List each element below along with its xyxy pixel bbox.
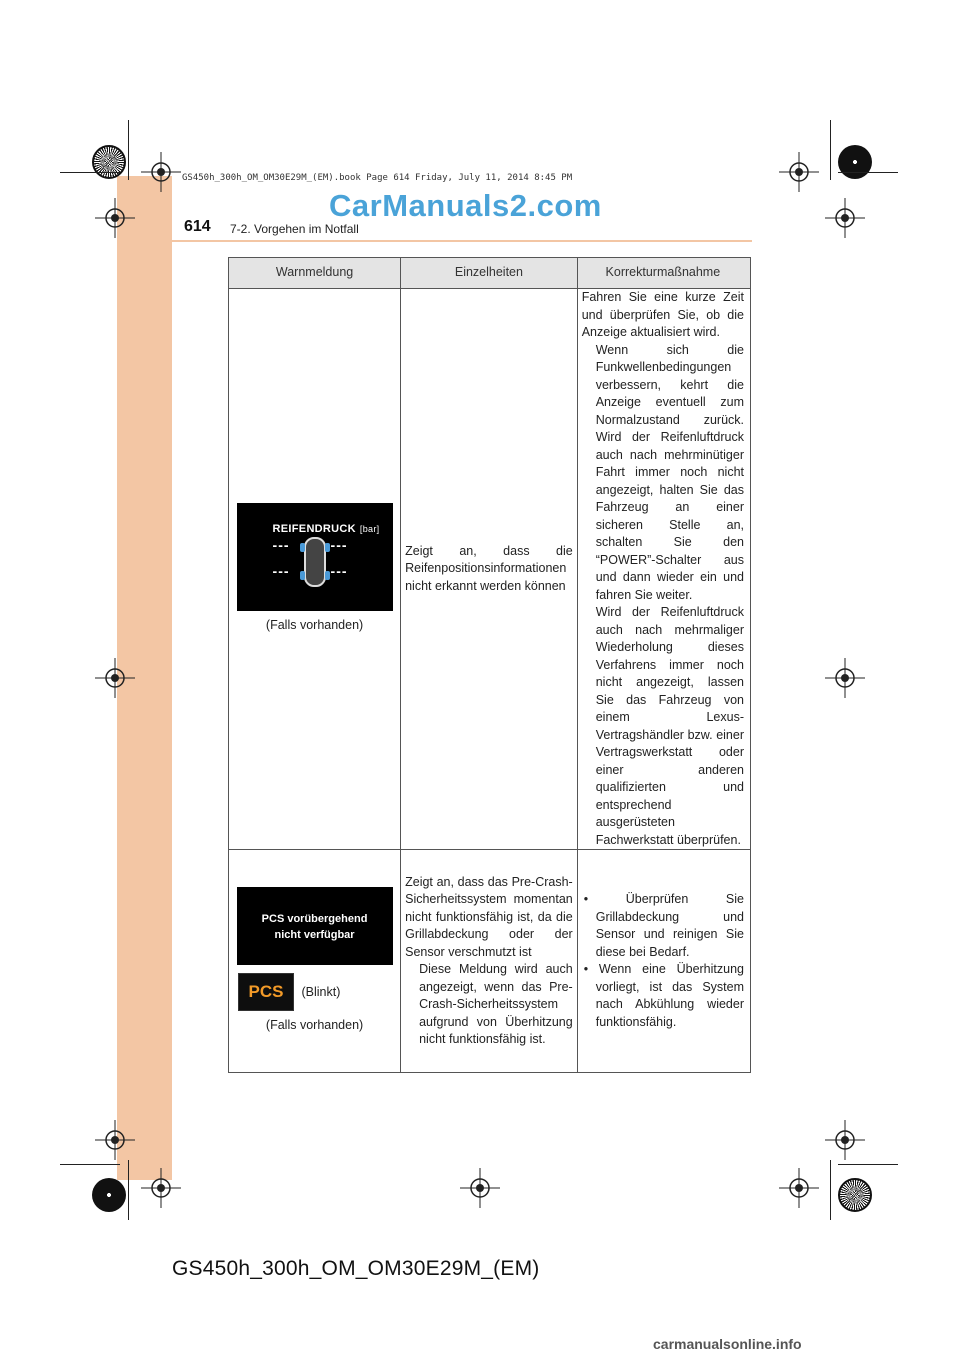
crop-line <box>830 1160 831 1220</box>
pressure-value-front-right: --- <box>330 537 348 554</box>
registration-mark-icon <box>141 1168 181 1208</box>
action-paragraph: Wenn sich die Funkwellenbedingungen verbessern, kehrt die Anzeige eventuell zum Normalzustand zurück. Wird der Reifenluftdruck auch nach mehrminütiger Fahrt immer noch nicht angezeigt, halten Sie das Fahrzeug an einer sicheren Stelle an, schalten Sie den “POWER”-Schalter aus und dann wieder ein und fahren Sie weiter. <box>595 342 744 602</box>
details-cell <box>401 850 578 1073</box>
action-intro: Fahren Sie eine kurze Zeit und überprüfen Sie, ob die Anzeige aktualisiert wird. <box>581 290 744 339</box>
crop-line <box>838 1164 898 1165</box>
tire-icon <box>325 543 330 552</box>
page-number: 614 <box>184 218 211 235</box>
table-row <box>229 850 751 1073</box>
pressure-value-rear-right: --- <box>330 563 348 580</box>
action-bullet: • Überprüfen Sie Grillabdeckung und Sensor und reinigen Sie diese bei Bedarf. <box>583 892 744 959</box>
tire-icon <box>300 543 305 552</box>
column-header-details: Einzelheiten <box>401 258 578 289</box>
crop-line <box>60 1164 120 1165</box>
details-note: Diese Meldung wird auch angezeigt, wenn das Pre-Crash-Sicherheitssystem aufgrund von Überhitzung nicht funktionsfähig ist. <box>419 962 573 1046</box>
action-cell <box>577 289 750 850</box>
warning-cell <box>229 850 401 1073</box>
crop-line <box>60 172 120 173</box>
pcs-display <box>237 887 393 965</box>
tire-pressure-display <box>237 503 393 611</box>
crop-line <box>128 1160 129 1220</box>
registration-mark-icon <box>95 198 135 238</box>
crop-line <box>128 120 129 180</box>
action-paragraph: Wird der Reifenluftdruck auch nach mehrmaliger Wiederholung dieses Verfahrens immer noch nicht angezeigt, lassen Sie das Fahrzeug von einem Lexus-Vertragshändler bzw. einer Vertragswerkstatt oder einer anderen qualifizierten und entsprechend ausgerüsteten Fachwerkstatt überprüfen. <box>595 605 744 847</box>
pressure-value-rear-left: --- <box>272 563 290 580</box>
column-header-action: Korrekturmaßnahme <box>577 258 750 289</box>
tire-icon <box>325 571 330 580</box>
warning-caption: (Falls vorhanden) <box>265 1018 364 1033</box>
crop-line <box>838 172 898 173</box>
watermark-logo[interactable]: CarManuals2.com <box>329 188 602 223</box>
warning-cell <box>229 289 401 850</box>
registration-mark-icon <box>825 198 865 238</box>
corner-star-mark-bottom-right <box>838 1178 872 1212</box>
display-unit: [bar] <box>359 524 380 535</box>
table-header-row <box>229 258 751 289</box>
crop-line <box>830 120 831 180</box>
warning-caption: (Falls vorhanden) <box>265 618 364 633</box>
book-info-line: GS450h_300h_OM_OM30E29M_(EM).book Page 614 Friday, July 11, 2014 8:45 PM <box>182 173 573 183</box>
details-cell: Zeigt an, dass die Reifenpositionsinformationen nicht erkannt werden können <box>401 289 578 850</box>
display-line: PCS vorübergehend <box>261 913 368 926</box>
registration-mark-icon <box>141 152 181 192</box>
pressure-value-front-left: --- <box>272 537 290 554</box>
table-row <box>229 289 751 850</box>
corner-dot-mark-top-right <box>838 145 872 179</box>
blink-note: (Blinkt) <box>301 984 341 999</box>
details-text: Zeigt an, dass das Pre-Crash-Sicherheitssystem momentan nicht funktionsfähig ist, da die Grillabdeckung oder der Sensor verschmutzt ist <box>405 874 573 959</box>
registration-mark-icon <box>460 1168 500 1208</box>
footer-model-code: GS450h_300h_OM_OM30E29M_(EM) <box>172 1257 540 1280</box>
registration-mark-icon <box>95 1120 135 1160</box>
footer-brand-link[interactable]: carmanualsonline.info <box>653 1336 802 1352</box>
registration-mark-icon <box>779 1168 819 1208</box>
column-header-warning: Warnmeldung <box>229 258 401 289</box>
action-cell <box>577 850 750 1073</box>
display-title: REIFENDRUCK <box>272 523 356 536</box>
tire-icon <box>300 571 305 580</box>
corner-dot-mark-bottom-left <box>92 1178 126 1212</box>
display-line: nicht verfügbar <box>274 929 355 942</box>
registration-mark-icon <box>825 1120 865 1160</box>
registration-mark-icon <box>779 152 819 192</box>
corner-star-mark-top-left <box>92 145 126 179</box>
pcs-indicator-icon: PCS <box>238 973 294 1011</box>
section-title: 7-2. Vorgehen im Notfall <box>230 222 359 236</box>
header-divider <box>117 240 752 242</box>
registration-mark-icon <box>95 658 135 698</box>
car-top-view-icon <box>304 537 326 587</box>
registration-mark-icon <box>825 658 865 698</box>
action-bullet: • Wenn eine Überhitzung vorliegt, ist das System nach Abkühlung wieder funktionsfähig. <box>583 962 744 1029</box>
warning-table <box>228 257 751 1073</box>
